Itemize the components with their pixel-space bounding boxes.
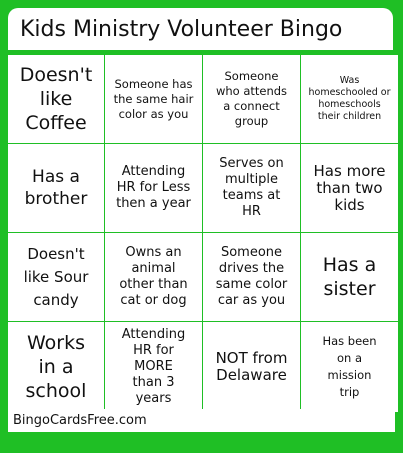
bingo-cell-r2c3[interactable] xyxy=(203,144,300,232)
bingo-cell-r3c2[interactable] xyxy=(105,233,202,321)
bingo-cell-r2c1[interactable] xyxy=(8,144,104,232)
footer-credit: BingoCardsFree.com xyxy=(13,413,147,428)
card-title: Kids Ministry Volunteer Bingo xyxy=(20,16,343,42)
cell-text: Serves on multiple teams at HR xyxy=(219,156,284,219)
bingo-cell-r3c1[interactable] xyxy=(8,233,104,321)
cell-text: Owns an animal other than cat or dog xyxy=(119,245,188,308)
bingo-cell-r1c2[interactable] xyxy=(105,55,202,143)
cell-text: Has a brother xyxy=(24,167,88,209)
bingo-cell-r3c3[interactable] xyxy=(203,233,300,321)
cell-text: Was homeschooled or homeschools their children xyxy=(308,75,391,122)
cell-text: Someone who attends a connect group xyxy=(215,69,288,128)
bingo-cell-r4c1[interactable] xyxy=(8,322,104,412)
bingo-cell-r2c2[interactable] xyxy=(105,144,202,232)
cell-text: Has more than two kids xyxy=(313,161,386,214)
cell-text: NOT from Delaware xyxy=(215,349,288,384)
cell-text: Has been on a mission trip xyxy=(322,334,377,399)
cell-text: Someone has the same hair color as you xyxy=(113,76,194,121)
bingo-cell-r4c3[interactable] xyxy=(203,322,300,412)
cell-text: Attending HR for Less then a year xyxy=(116,164,191,211)
cell-text: Attending HR for MORE than 3 years xyxy=(121,327,186,406)
cell-text: Has a sister xyxy=(322,254,377,300)
cell-text: Doesn't like Coffee xyxy=(19,64,93,134)
bingo-cell-r4c2[interactable] xyxy=(105,322,202,412)
cell-text: Doesn't like Sour candy xyxy=(23,244,89,309)
bingo-cell-r4c4[interactable] xyxy=(301,322,398,412)
bingo-cell-r1c3[interactable] xyxy=(203,55,300,143)
bingo-cell-r3c4[interactable] xyxy=(301,233,398,321)
cell-text: Works in a school xyxy=(25,332,87,402)
bingo-cell-r1c1[interactable] xyxy=(8,55,104,143)
footer-bar xyxy=(8,409,395,432)
bingo-grid xyxy=(8,55,395,409)
bingo-cell-r2c4[interactable] xyxy=(301,144,398,232)
cell-text: Someone drives the same color car as you xyxy=(215,245,288,308)
bingo-cell-r1c4[interactable] xyxy=(301,55,398,143)
title-bar xyxy=(8,8,393,50)
